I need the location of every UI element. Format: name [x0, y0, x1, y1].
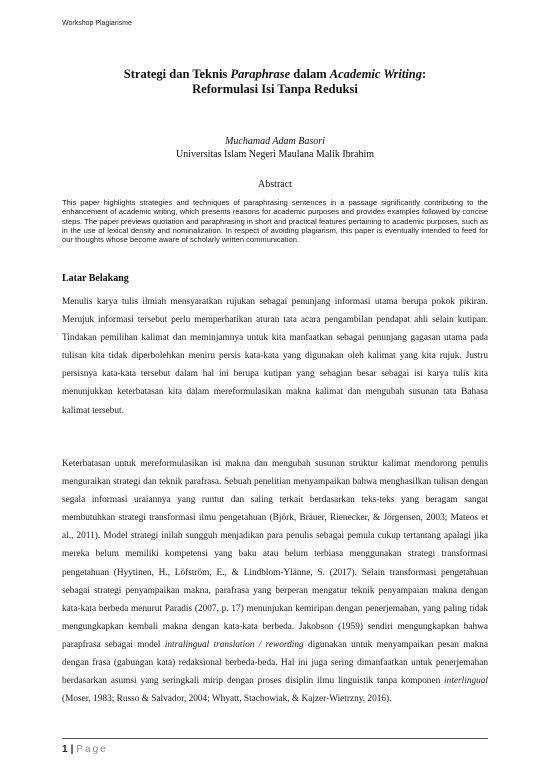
paragraph-italic-term: interlingual [444, 676, 488, 687]
author-name: Muchamad Adam Basori [225, 136, 325, 147]
footer-separator: | [70, 744, 74, 755]
body-paragraph-1: Menulis karya tulis ilmiah mensyaratkan rujukan sebagai penunjang informasi utama berupa pokok pikiran. Merujuk informasi tersebut perlu memperhatikan aturan tata acara pengambilan pendapat ahli selain kutipan. Tindakan pemilihan kalimat dan meminjamnya untuk kita manfaatkan sebagai penunjang gagasan utama pada tulisan kita tidak diperbolehkan meniru persis kata-kata yang digunakan oleh kalimat yang kita rujuk. Justru persisnya kata-kata tersebut dalam hal ini berupa kutipan yang sebagian besar sebagai isi karya tulis kita menunjukkan keterbatasan kita dalam mereformulasikan makna kalimat dan mengubah susunan tata Bahasa kalimat tersebut. [62, 297, 488, 416]
paragraph-italic-term: intralingual translation / rewording [164, 639, 304, 650]
paper-subtitle: Reformulasi Isi Tanpa Reduksi [192, 82, 358, 96]
title-part-italic: Paraphrase [230, 67, 291, 81]
title-part: Strategi dan Teknis [123, 67, 231, 81]
footer-divider [62, 738, 488, 739]
page-word: Page [76, 744, 108, 755]
abstract-heading: Abstract [258, 179, 292, 190]
running-header: Workshop Plagiarisme [62, 20, 132, 27]
title-part-italic: Academic Writing [329, 67, 423, 81]
author-affiliation: Universitas Islam Negeri Maulana Malik Ibrahim [176, 149, 374, 160]
body-paragraph-2 [62, 455, 488, 708]
paper-title [0, 67, 550, 82]
section-heading: Latar Belakang [62, 273, 129, 284]
paragraph-text: (Moser, 1983; Russo & Salvador, 2004; Whyatt, Stachowiak, & Kajzer-Wietrzny, 2016). [62, 694, 392, 705]
abstract-text: This paper highlights strategies and techniques of paraphrasing sentences in a passage significantly contributing to the enhancement of academic writing, which presents reasons for academic purposes and provides examples followed by concise steps. The paper previews quotation and paraphrasing in short and practical features pertaining to academic purposes, such as in the use of lexical density and nominalization. In respect of avoiding plagiarism, this paper is eventually intended to feed for our thoughts whose become aware of scholarly written communication. [62, 198, 488, 245]
page-footer [62, 744, 108, 755]
title-part: dalam [290, 67, 330, 81]
paragraph-text: Keterbatasan untuk mereformulasikan isi makna dan mengubah susunan struktur kalimat mendorong penulis menguraikan strategi dan teknik parafrasa. Sebuah penelitian menyampaikan bahwa menghasilkan tulisan dengan segala informasi uraiannya yang runtut dan saling terkait berdasarkan teks-teks yang beragam sangat membutuhkan strategi transformasi ilmu pengetahuan (Björk, Bräuer, Rienecker, & Jörgensen, 2003; Mateos et al., 2011). Model strategi inilah sungguh menjadikan para penulis sebagai pemula cukup tertantang apalagi jika mereka belum memiliki kompetensi yang baku atau belum terbiasa menggunakan strategi transformasi pengetahuan (Hyytinen, H., Löfström, E., & Lindblom-Ylänne, S. (2017). Selain transformasi pengetahuan sebagai strategi penyampaikan makna, parafrasa yang berperan mengatur teknik penyampaian makna dengan kata-kata berbeda menurut Paradis (2007, p. 17) menunjukan kemiripan dengan penerjemahan, yang paling tidak mengungkapkan kembali makna dengan kata-kata berbeda. Jakobson (1959) sendiri mengungkapkan bahwa parapfrasa sebagai model [62, 459, 488, 650]
paragraph-text: digunakan untuk menyampaikan pesan makna dengan frasa (gabungan kata) redaksional berbeda-beda. Hal ini juga sering dimanfaatkan untuk penerjemahan berdasarkan asumsi yang seringkali mirip dengan proses disiplin ilmu linguistik tanpa komponen [62, 639, 489, 687]
title-part: : [422, 67, 427, 81]
page-number: 1 [62, 744, 68, 755]
